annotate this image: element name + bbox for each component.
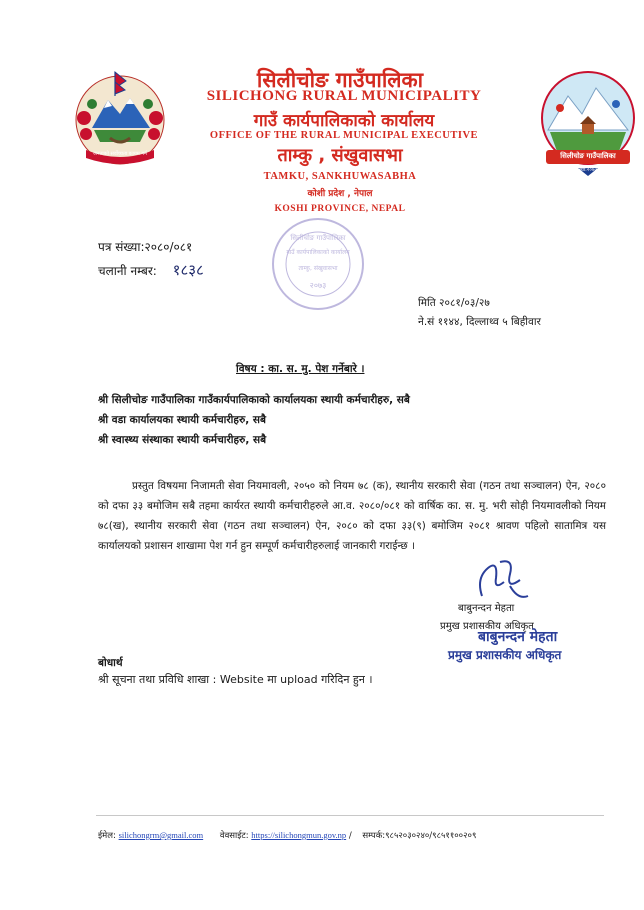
letter-number-value: २०८०/०८१ (144, 240, 193, 254)
place-nepali: ताम्कु , संखुवासभा (277, 145, 403, 166)
footer (98, 830, 608, 841)
province-nepali: कोशी प्रदेश , नेपाल (307, 189, 373, 199)
title-english: SILICHONG RURAL MUNICIPALITY (206, 88, 482, 104)
email-link[interactable]: silichongrm@gmail.com (118, 830, 204, 840)
signature-stamp-name: बाबुनन्दन मेहता (478, 629, 558, 645)
cc-heading: बोधार्थ (98, 657, 123, 669)
phone-contact: सम्पर्क:९८५२०३०२४०/९८५११००२०९ (362, 831, 477, 841)
nepal-emblem (70, 68, 170, 168)
signatory-designation: प्रमुख प्रशासकीय अधिकृत (440, 621, 534, 632)
subject-line: विषय : का. स. मु. पेश गर्नेबारे । (236, 363, 365, 375)
office-english: OFFICE OF THE RURAL MUNICIPAL EXECUTIVE (209, 130, 479, 141)
recipient-1: श्री सिलीचोङ गाउँपालिका गाउँकार्यपालिकाको कार्यालयका स्थायी कर्मचारीहरु, सबै (98, 394, 410, 406)
recipient-2: श्री वडा कार्यालयका स्थायी कर्मचारीहरु, सबै (98, 414, 266, 426)
signature-scribble (470, 556, 540, 606)
date-line: मिति २०८१/०३/२७ (418, 297, 490, 309)
recipient-3: श्री स्वास्थ्य संस्थाका स्थायी कर्मचारीहरु, सबै (98, 434, 267, 446)
logo-caption: सिलीचोङ गाउँपालिका (560, 152, 616, 160)
province-english: KOSHI PROVINCE, NEPAL (274, 204, 406, 214)
logo-year: स्था:२०७३ (578, 167, 598, 173)
body-paragraph: प्रस्तुत विषयमा निजामती सेवा नियमावली, २०५० को नियम ७८ (क), स्थानीय सरकारी सेवा (गठन तथा सञ्चालन) ऐन, २०८० को दफा ३३ बमोजिम सबै तहमा कार्यरत स्थायी कर्मचारीहरुले आ.व. २०८०/०८१ को वार्षिक का. स. मु. भरी सोही नियमावलीको नियम ७८(ख), स्थानीय सरकारी सेवा (गठन तथा सञ्चालन) ऐन, २०८० को दफा ३३(९) बमोजिम २०८१ श्रावण पहिलो सातामित्र यस कार्यालयको प्रशासन शाखामा पेश गर्न हुन सम्पूर्ण कर्मचारीहरुलाई जानकारी गराईन्छ । (98, 480, 606, 552)
dispatch-number-value: १८३८ (172, 261, 204, 279)
stamp-line-3: ताम्कु, संखुवासभा (298, 265, 338, 272)
place-english: TAMKU, SANKHUWASABHA (263, 171, 417, 182)
office-stamp (270, 216, 366, 312)
dispatch-number (98, 260, 204, 280)
footer-divider (96, 815, 604, 816)
website-link[interactable]: https://silichongmun.gov.np (251, 830, 347, 840)
website-label: वेवसाईट: (219, 831, 249, 841)
stamp-line-2: गाउँ कार्यपालिकाको कार्यालय (286, 249, 350, 256)
stamp-line-1: सिलीचोङ गाउँपालिका (290, 234, 346, 242)
letter-number-label: पत्र संख्या: (98, 240, 145, 254)
letter-number (98, 238, 192, 255)
office-nepali: गाउँ कार्यपालिकाको कार्यालय (253, 111, 435, 131)
nepal-sambat-line: ने.सं ११४४, दिल्लाथ्व ५ बिहीवार (418, 316, 541, 328)
footer-separator: / (348, 831, 352, 841)
dispatch-number-label: चलानी नम्बर: (98, 264, 157, 278)
cc-line: श्री सूचना तथा प्रविधि शाखा : Website मा upload गरिदिन हुन । (98, 673, 373, 686)
email-label: ईमेल: (98, 831, 116, 841)
signature-stamp-designation: प्रमुख प्रशासकीय अधिकृत (448, 648, 562, 662)
title-nepali: सिलीचोङ गाउँपालिका (256, 68, 424, 92)
municipality-logo (538, 68, 638, 180)
stamp-line-4: २०७३ (309, 281, 327, 290)
emblem-ribbon-text: जनताको सर्वोच्चता कायम गर्न (93, 151, 147, 157)
signatory-name: बाबुनन्दन मेहता (458, 603, 515, 614)
